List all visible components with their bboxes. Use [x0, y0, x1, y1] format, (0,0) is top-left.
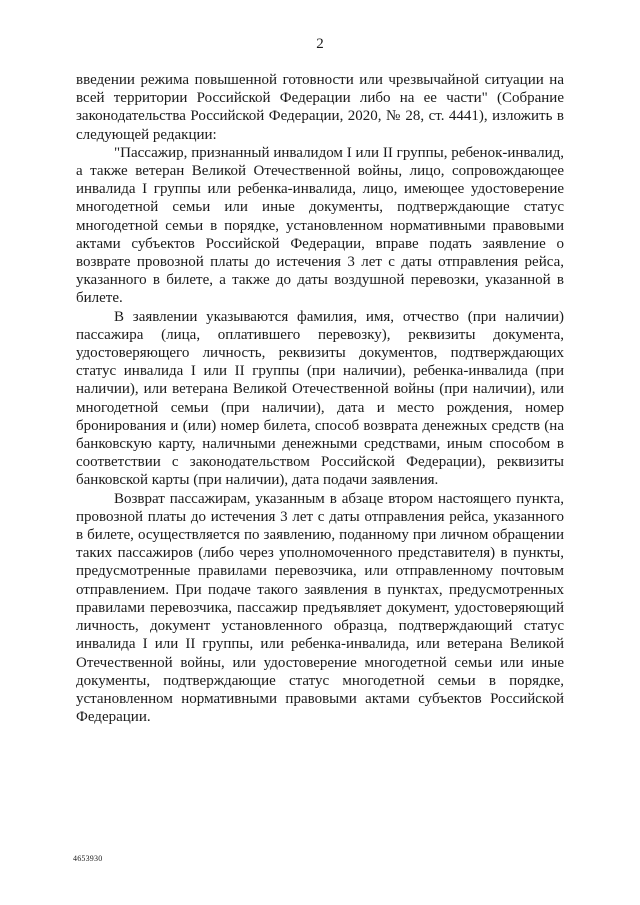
document-body: [76, 71, 564, 726]
paragraph-passenger-rights: "Пассажир, признанный инвалидом I или II группы, ребенок-инвалид, а также ветеран Великой Отечественной войны, лицо, сопровождающее инвалида I группы или ребенка-инвалида, лицо, имеющее удостоверение многодетной семьи или иные документы, подтверждающие статус многодетной семьи в порядке, установленном нормативными правовыми актами субъектов Российской Федерации, вправе подать заявление о возврате провозной платы до истечения 3 лет с даты отправления рейса, указанного в билете, а также до даты воздушной перевозки, указанной в билете.: [76, 144, 564, 307]
paragraph-continuation: введении режима повышенной готовности или чрезвычайной ситуации на всей территории Российской Федерации либо на ее части" (Собрание законодательства Российской Федерации, 2020, № 28, ст. 4441), изложить в следующей редакции:: [76, 72, 564, 143]
document-code: 4653930: [73, 854, 103, 863]
page-number: 2: [316, 36, 324, 52]
paragraph-application-contents: В заявлении указываются фамилия, имя, отчество (при наличии) пассажира (лица, оплатившего перевозку), реквизиты документа, удостоверяющего личность, реквизиты документов, подтверждающих статус инвалида I или II группы (при наличии), ребенка-инвалида (при наличии), или ветерана Великой Отечественной войны (при наличии), или многодетной семьи (при наличии), дата и место рождения, номер бронирования и (или) номер билета, способ возврата денежных средств (на банковскую карту, наличными денежными средствами, иным способом в соответствии с законодательством Российской Федерации), реквизиты банковской карты (при наличии), дата подачи заявления.: [76, 308, 564, 489]
paragraph-refund-procedure: Возврат пассажирам, указанным в абзаце втором настоящего пункта, провозной платы до истечения 3 лет с даты отправления рейса, указанного в билете, осуществляется по заявлению, поданному при личном обращении таких пассажиров (либо через уполномоченного представителя) в пункты, предусмотренные правилами перевозчика, или отправленному почтовым отправлением. При подаче такого заявления в пунктах, предусмотренных правилами перевозчика, пассажир предъявляет документ, удостоверяющий личность, документ установленного образца, подтверждающий статус инвалида I или II группы, или ребенка-инвалида, или ветерана Великой Отечественной войны, или удостоверение многодетной семьи или иные документы, подтверждающие статус многодетной семьи в порядке, установленном нормативными правовыми актами субъектов Российской Федерации.: [76, 490, 564, 726]
